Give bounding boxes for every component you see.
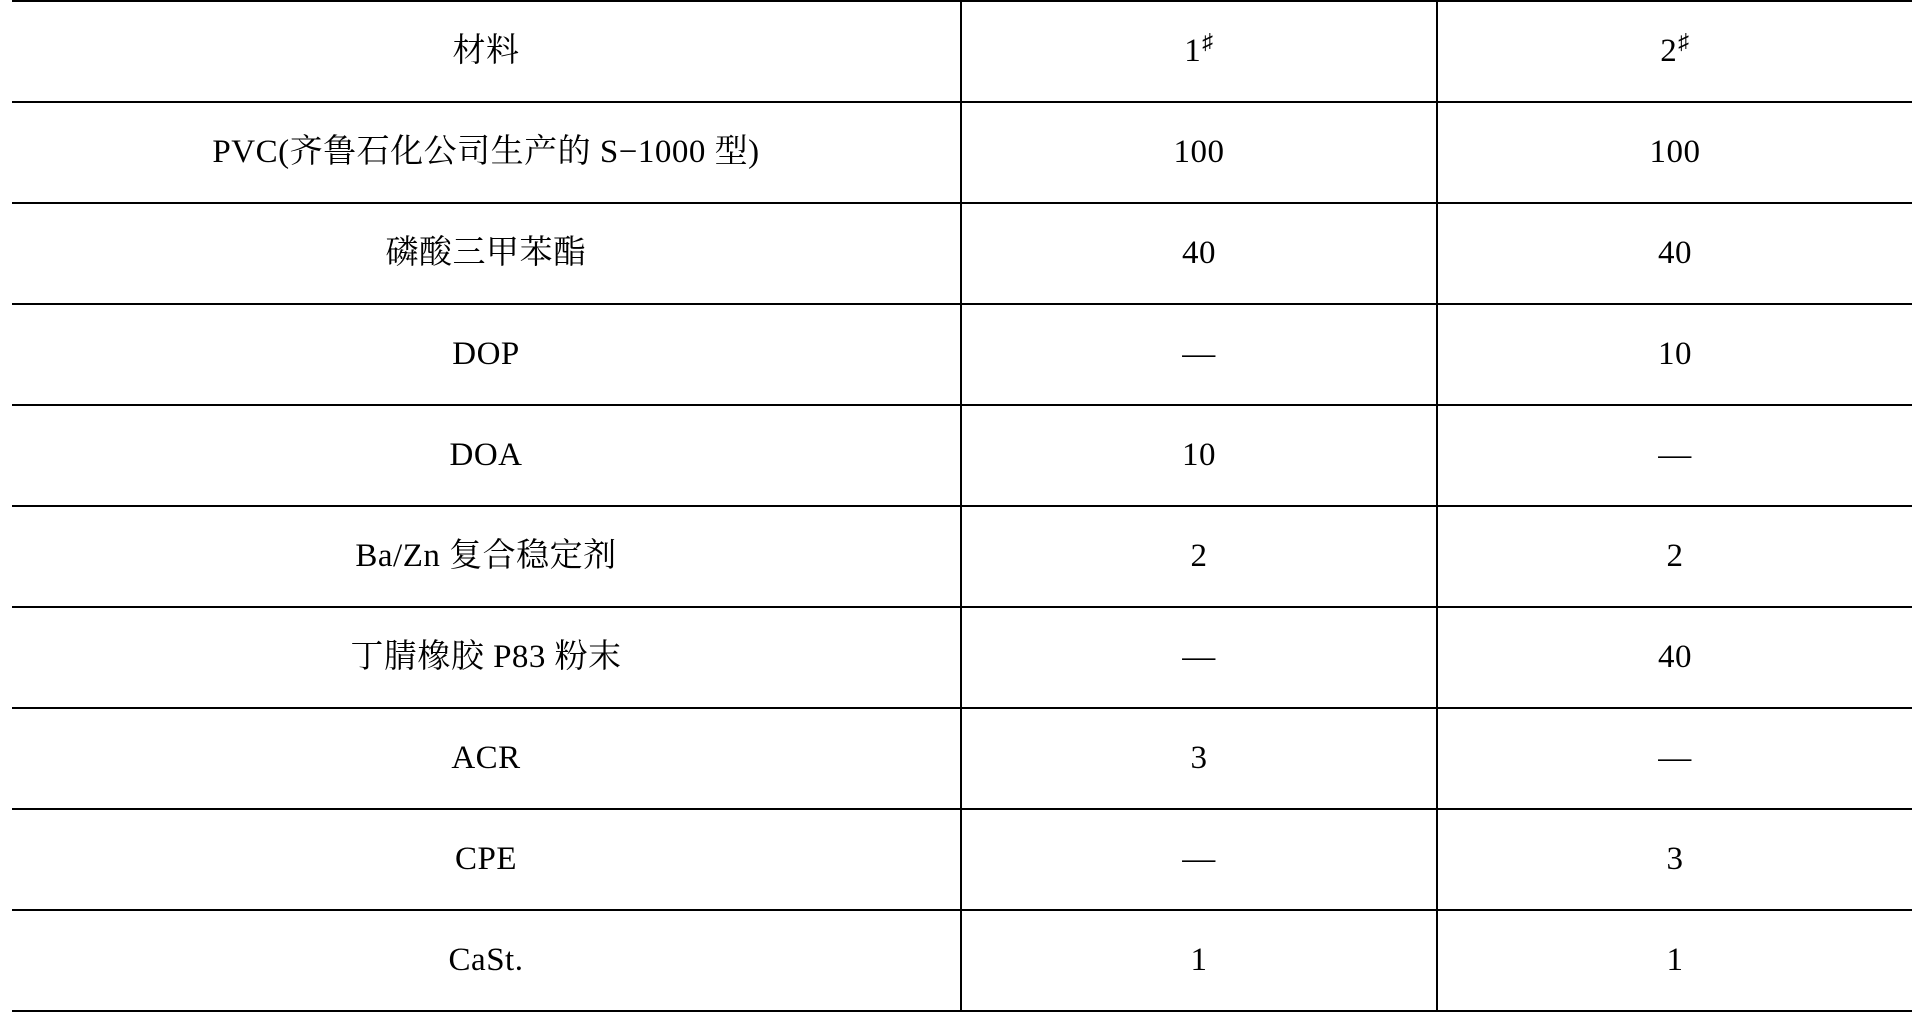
hash-superscript-1: ♯ — [1202, 28, 1214, 54]
cell-material — [12, 607, 961, 708]
header-label-sample1: 1♯ — [1184, 28, 1214, 69]
material-label: 丁腈橡胶 P83 粉末 — [350, 638, 622, 675]
header-cell-material — [12, 1, 961, 102]
sample2-value: 40 — [1658, 234, 1692, 271]
table-row — [12, 304, 1912, 405]
cell-sample2 — [1437, 304, 1912, 405]
material-label: PVC(齐鲁石化公司生产的 S−1000 型) — [212, 133, 760, 170]
cell-sample1 — [961, 809, 1437, 910]
sample2-value: 2 — [1666, 537, 1684, 574]
header-label-material: 材料 — [452, 32, 520, 69]
sample1-value: 1 — [1190, 941, 1208, 978]
cell-sample2 — [1437, 708, 1912, 809]
formulation-table — [12, 0, 1912, 1012]
table-row — [12, 809, 1912, 910]
table-header-row — [12, 1, 1912, 102]
sample2-value: 1 — [1666, 941, 1684, 978]
cell-sample2 — [1437, 203, 1912, 304]
cell-material — [12, 102, 961, 203]
sample2-value: 10 — [1658, 335, 1692, 372]
material-label: Ba/Zn 复合稳定剂 — [355, 537, 617, 574]
sample1-value: 10 — [1182, 436, 1216, 473]
sample1-value: 100 — [1173, 133, 1225, 170]
cell-sample2 — [1437, 506, 1912, 607]
cell-material — [12, 708, 961, 809]
material-label: 磷酸三甲苯酯 — [385, 234, 587, 271]
material-label: CaSt. — [448, 941, 524, 978]
cell-material — [12, 405, 961, 506]
sample2-value: 3 — [1666, 840, 1684, 877]
header-cell-sample1 — [961, 1, 1437, 102]
cell-sample1 — [961, 607, 1437, 708]
sample1-value: 2 — [1190, 537, 1208, 574]
sample2-value: — — [1658, 436, 1692, 473]
sample2-value: — — [1658, 739, 1692, 776]
cell-material — [12, 304, 961, 405]
table-row — [12, 203, 1912, 304]
material-label: DOP — [452, 335, 520, 372]
material-label: CPE — [454, 840, 518, 877]
sample2-value: 100 — [1649, 133, 1701, 170]
cell-sample1 — [961, 405, 1437, 506]
header-label-sample2: 2♯ — [1660, 28, 1690, 69]
cell-sample2 — [1437, 102, 1912, 203]
table-body — [12, 1, 1912, 1011]
cell-sample1 — [961, 506, 1437, 607]
cell-sample2 — [1437, 405, 1912, 506]
sample1-value: 3 — [1190, 739, 1208, 776]
table-row — [12, 506, 1912, 607]
cell-sample1 — [961, 708, 1437, 809]
cell-material — [12, 203, 961, 304]
cell-sample1 — [961, 304, 1437, 405]
material-label: ACR — [451, 739, 521, 776]
table-row — [12, 102, 1912, 203]
table-row — [12, 405, 1912, 506]
sample1-value: — — [1182, 638, 1216, 675]
cell-material — [12, 506, 961, 607]
cell-sample1 — [961, 203, 1437, 304]
sample1-value: — — [1182, 335, 1216, 372]
hash-superscript-2: ♯ — [1678, 28, 1690, 54]
header-cell-sample2 — [1437, 1, 1912, 102]
table-row — [12, 607, 1912, 708]
cell-material — [12, 809, 961, 910]
table-row — [12, 708, 1912, 809]
sample1-value: — — [1182, 840, 1216, 877]
material-label: DOA — [449, 436, 523, 473]
cell-sample1 — [961, 102, 1437, 203]
sample1-value: 40 — [1182, 234, 1216, 271]
sample2-value: 40 — [1658, 638, 1692, 675]
cell-sample2 — [1437, 809, 1912, 910]
cell-sample2 — [1437, 607, 1912, 708]
